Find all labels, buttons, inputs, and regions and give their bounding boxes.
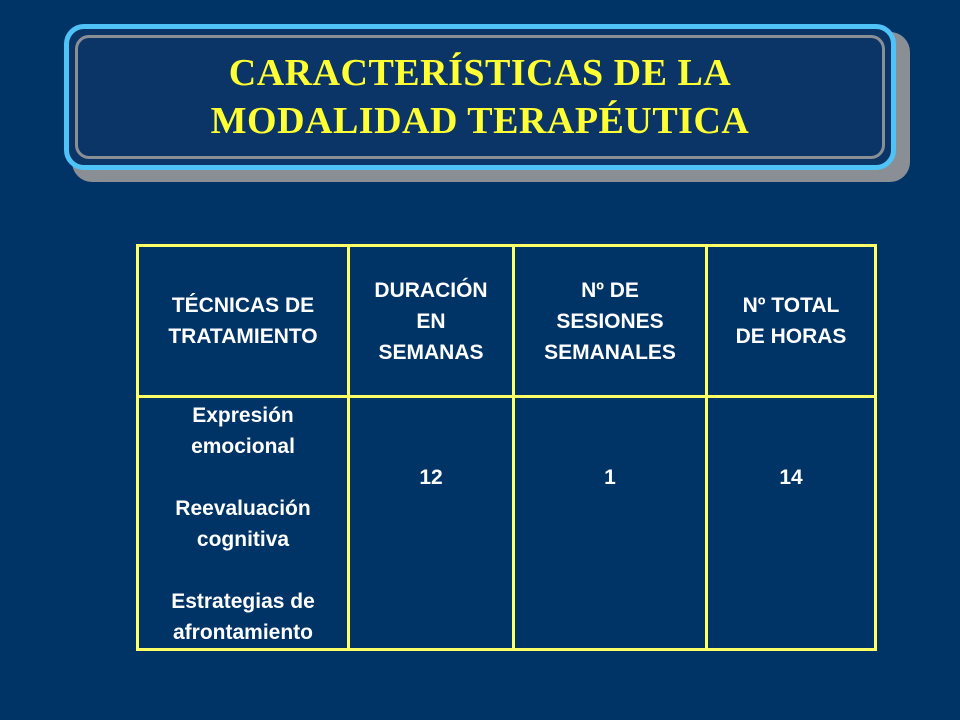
therapy-characteristics-table <box>136 244 877 651</box>
slide-title-line-2: MODALIDAD TERAPÉUTICA <box>210 100 750 142</box>
table-header-row <box>138 246 876 397</box>
technique-item: Expresión emocional <box>191 404 295 458</box>
slide-title-line-1: CARACTERÍSTICAS DE LA <box>228 52 732 94</box>
techniques-cell <box>138 397 349 650</box>
technique-item: Estrategias de afrontamiento <box>171 590 315 644</box>
header-duration-label: DURACIÓN EN SEMANAS <box>374 278 488 364</box>
header-duration <box>349 246 514 397</box>
title-banner <box>64 24 896 170</box>
header-weekly-sessions <box>514 246 707 397</box>
header-techniques <box>138 246 349 397</box>
duration-weeks-cell: 12 <box>349 397 514 650</box>
header-total-hours-label: Nº TOTAL DE HORAS <box>735 294 847 348</box>
technique-item: Reevaluación cognitiva <box>175 497 311 551</box>
header-techniques-label: TÉCNICAS DE TRATAMIENTO <box>168 294 318 348</box>
header-weekly-sessions-label: Nº DE SESIONES SEMANALES <box>544 278 676 364</box>
table-row <box>138 397 876 650</box>
total-hours-cell: 14 <box>707 397 876 650</box>
header-total-hours <box>707 246 876 397</box>
weekly-sessions-cell: 1 <box>514 397 707 650</box>
